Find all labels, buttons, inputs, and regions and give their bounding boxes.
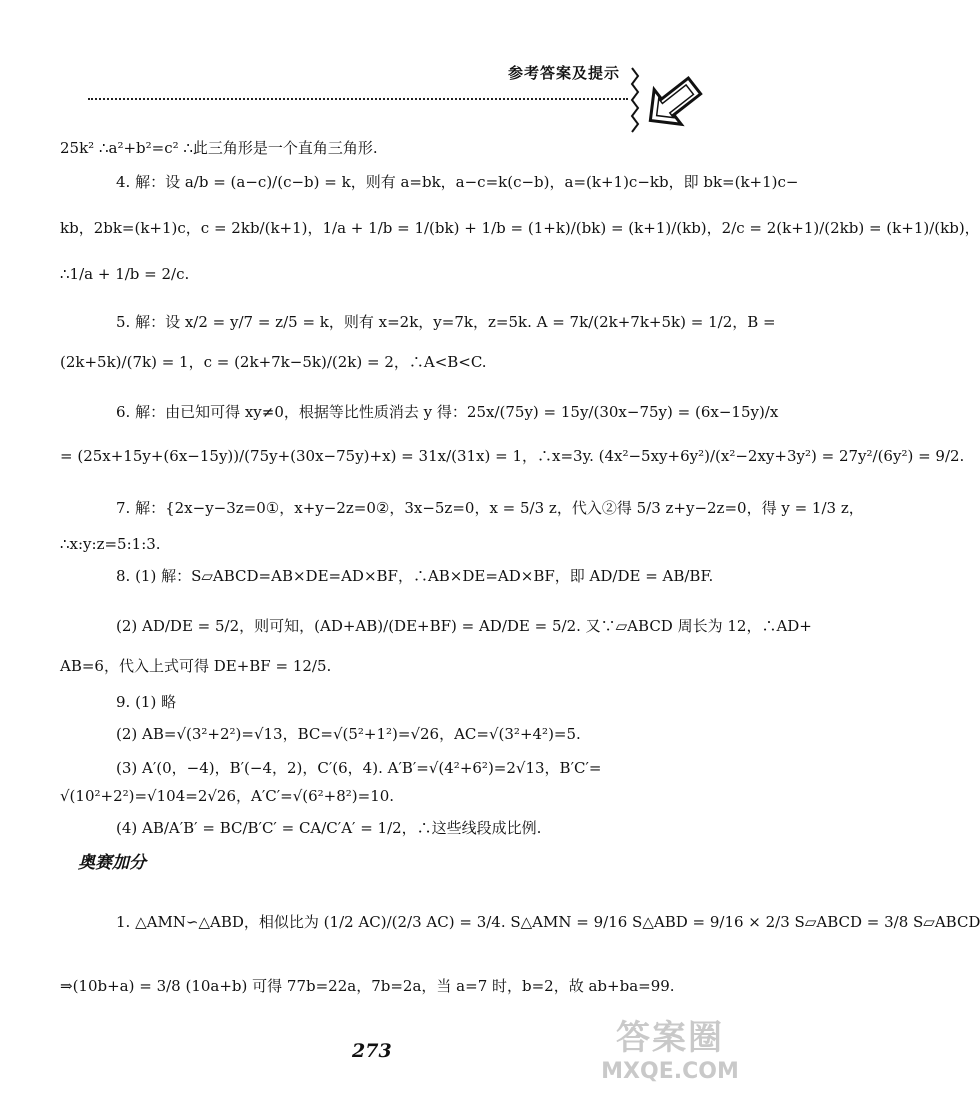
watermark-logo: 答案圈 — [616, 1018, 724, 1058]
text-line: (2k+5k)/(7k) = 1，c = (2k+7k−5k)/(2k) = 2，∴A<B<C. — [60, 353, 487, 371]
text-line: (3) A′(0，−4)，B′(−4，2)，C′(6，4). A′B′=√(4²+6²)=2√13，B′C′= — [116, 759, 602, 777]
text-line: kb，2bk=(k+1)c，c = 2kb/(k+1)，1/a + 1/b = 1/(bk) + 1/b = (1+k)/(bk) = (k+1)/(kb)，2/c = 2(k+1)/(2kb) = (k+1)/(kb)， — [60, 219, 980, 237]
text-line: 9. (1) 略 — [116, 693, 177, 711]
text-line: (2) AB=√(3²+2²)=√13，BC=√(5²+1²)=√26，AC=√(3²+4²)=5. — [116, 725, 581, 743]
text-line: ∴x:y:z=5:1:3. — [60, 535, 161, 553]
page-number: 273 — [352, 1040, 392, 1062]
text-line: AB=6，代入上式可得 DE+BF = 12/5. — [60, 657, 332, 675]
text-line: 6. 解：由已知可得 xy≠0，根据等比性质消去 y 得：25x/(75y) = 15y/(30x−75y) = (6x−15y)/x — [116, 403, 779, 421]
arrow-icon — [630, 66, 710, 136]
text-line: 1. △AMN∽△ABD，相似比为 (1/2 AC)/(2/3 AC) = 3/4. S△AMN = 9/16 S△ABD = 9/16 × 2/3 S▱ABCD = 3/8 S▱ABCD — [116, 913, 980, 931]
text-line: √(10²+2²)=√104=2√26，A′C′=√(6²+8²)=10. — [60, 787, 395, 805]
text-line: 5. 解：设 x/2 = y/7 = z/5 = k，则有 x=2k，y=7k，z=5k. A = 7k/(2k+7k+5k) = 1/2，B = — [116, 313, 776, 331]
text-line: 8. (1) 解：S▱ABCD=AB×DE=AD×BF，∴AB×DE=AD×BF，即 AD/DE = AB/BF. — [116, 567, 714, 585]
header-title: 参考答案及提示 — [508, 64, 621, 82]
text-line: = (25x+15y+(6x−15y))/(75y+(30x−75y)+x) = 31x/(31x) = 1，∴x=3y. (4x²−5xy+6y²)/(x²−2xy+3y²) = 27y²/(6y²) = 9/2. — [60, 447, 965, 465]
watermark-url: MXQE.COM — [601, 1059, 739, 1084]
header-rule — [88, 98, 628, 100]
text-line: (4) AB/A′B′ = BC/B′C′ = CA/C′A′ = 1/2，∴这些线段成比例. — [116, 819, 542, 837]
text-line: 4. 解：设 a/b = (a−c)/(c−b) = k，则有 a=bk，a−c=k(c−b)，a=(k+1)c−kb，即 bk=(k+1)c− — [116, 173, 799, 191]
text-line: (2) AD/DE = 5/2，则可知，(AD+AB)/(DE+BF) = AD/DE = 5/2. 又∵▱ABCD 周长为 12，∴AD+ — [116, 617, 812, 635]
text-line: 25k² ∴a²+b²=c² ∴此三角形是一个直角三角形. — [60, 139, 378, 157]
section-title: 奥赛加分 — [78, 853, 146, 873]
watermark — [600, 1010, 740, 1084]
text-line: ∴1/a + 1/b = 2/c. — [60, 265, 190, 283]
text-line: 7. 解：{2x−y−3z=0①，x+y−2z=0②，3x−5z=0，x = 5/3 z，代入②得 5/3 z+y−2z=0，得 y = 1/3 z， — [116, 499, 864, 517]
text-line: ⇒(10b+a) = 3/8 (10a+b) 可得 77b=22a，7b=2a，当 a=7 时，b=2，故 ab+ba=99. — [60, 977, 675, 995]
